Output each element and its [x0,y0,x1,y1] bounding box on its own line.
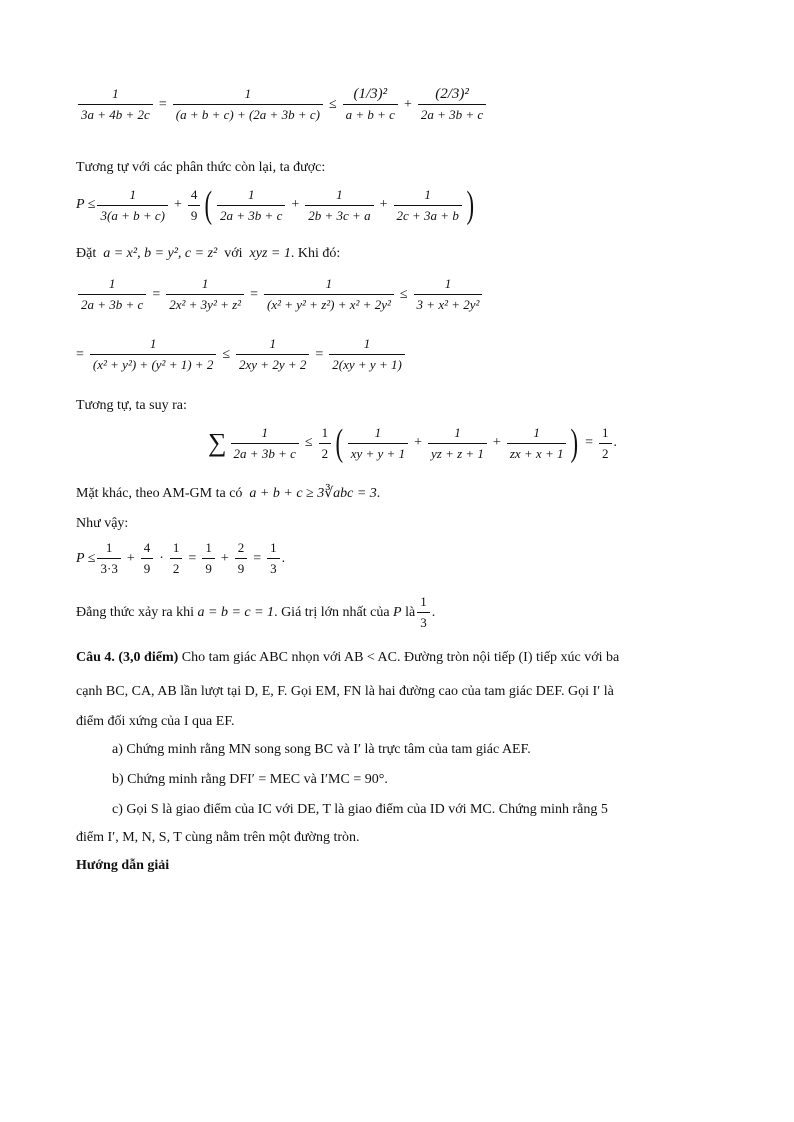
numerator: 1 [533,424,540,440]
numerator: 1 [336,186,343,202]
fraction [217,187,285,224]
text: Đặt [76,246,97,261]
inequality-line-3 [76,276,484,313]
plus-sign: + [291,197,300,212]
denominator: (a + b + c) + (2a + 3b + c) [173,104,323,123]
fraction [173,86,323,123]
text-line [76,486,380,503]
question-4-part-b: b) Chứng minh rằng DFI′ = MEC và I′MC = 90°. [112,772,388,787]
numerator: 1 [270,540,277,555]
right-paren: ) [571,422,579,464]
denominator: 9 [202,558,215,577]
question-4-line-1 [76,650,619,667]
equals-sign: = [76,346,84,362]
numerator: 1 [444,276,452,291]
numerator: 1 [172,540,180,555]
dot-sign: · [159,550,164,566]
lhs: P ≤ [76,550,96,566]
equals-sign: = [585,435,594,450]
equals-sign: = [315,346,324,362]
denominator: 2 [170,558,183,577]
fraction [231,425,299,462]
fraction [202,540,215,577]
numerator: 1 [321,424,329,440]
denominator: 9 [141,558,154,577]
numerator: (2/3)² [435,86,469,102]
denominator: 2a + 3b + c [217,205,285,224]
period: . [281,550,286,566]
plus-sign: + [379,197,388,212]
denominator: (x² + y²) + (y² + 1) + 2 [90,354,216,373]
fraction [236,336,309,373]
fraction [417,594,430,631]
math-expr: a + b + c ≥ 3∛abc = 3 [249,486,377,501]
numerator: 1 [105,540,113,555]
denominator: 2a + 3b + c [78,294,146,313]
math-expr: a = x², b = y², c = z² [103,246,218,261]
denominator: 2 [319,443,332,462]
question-4-part-c-line-2: điểm I′, M, N, S, T cùng nằm trên một đường tròn. [76,830,360,845]
denominator: 3(a + b + c) [97,205,167,224]
equals-sign: = [152,286,161,302]
inequality-line-4 [76,336,407,373]
denominator: 2 [599,443,612,462]
le-sign: ≤ [328,96,337,112]
fraction [170,540,183,577]
fraction [141,540,154,577]
text-line [76,246,340,263]
fraction [428,425,487,462]
fraction [90,336,216,373]
plus-sign: + [414,435,422,450]
equals-sign: = [188,550,197,566]
text: là [405,604,416,620]
numerator: 1 [261,424,268,440]
sigma-symbol: ∑ [208,428,227,457]
fraction [507,425,567,462]
plus-sign: + [173,197,182,212]
math-expr: xyz = 1 [249,246,291,261]
period: . [431,604,436,620]
equals-sign: = [253,550,262,566]
fraction [235,540,248,577]
fraction [97,187,167,224]
fraction [343,86,398,123]
plus-sign: + [220,550,229,566]
denominator: 3 [417,612,430,631]
fraction [305,187,373,224]
inequality-line-1 [76,86,488,123]
denominator: zx + x + 1 [507,443,567,462]
denominator: 2(xy + y + 1) [329,354,405,373]
numerator: 1 [129,186,136,202]
numerator: 1 [269,336,276,351]
text-line: Tương tự với các phân thức còn lại, ta được: [76,160,326,175]
plus-sign: + [492,435,501,450]
fraction [78,86,153,123]
numerator: 1 [424,186,431,202]
le-sign: ≤ [304,435,313,450]
inequality-line-5 [208,424,617,462]
denominator: 2b + 3c + a [305,205,373,224]
right-paren: ) [466,184,474,226]
fraction [348,425,408,462]
fraction [264,276,394,313]
text: . Khi đó: [290,246,341,261]
denominator: 3 [267,558,280,577]
math-expr: P [393,604,402,620]
equals-sign: = [158,96,167,112]
plus-sign: + [126,550,135,566]
text: Mặt khác, theo AM-GM ta có [76,486,243,501]
question-label: Câu 4. (3,0 điểm) [76,650,179,665]
left-paren: ( [335,422,344,464]
equals-sign: = [250,286,258,302]
period: . [613,435,618,450]
fraction [329,336,405,373]
numerator: (1/3)² [353,86,388,102]
text-line: Tương tự, ta suy ra: [76,398,187,413]
fraction [166,276,244,313]
inequality-line-6 [76,540,285,577]
numerator: 1 [325,276,333,291]
fraction [267,540,280,577]
numerator: 1 [420,594,427,609]
denominator: 9 [188,205,201,224]
fraction [188,187,201,224]
numerator: 4 [190,186,198,202]
text: với [224,246,243,261]
numerator: 1 [108,276,116,291]
denominator: 2a + 3b + c [418,104,486,123]
denominator: 3a + 4b + 2c [78,104,153,123]
numerator: 1 [454,424,461,440]
question-4-line-2: cạnh BC, CA, AB lần lượt tại D, E, F. Gọi EM, FN là hai đường cao của tam giác DEF. Gọi I′ là [76,684,614,699]
fraction [78,276,146,313]
denominator: xy + y + 1 [348,443,408,462]
denominator: 3 + x² + 2y² [414,294,483,313]
le-sign: ≤ [222,346,231,362]
numerator: 1 [247,186,255,202]
fraction [418,86,486,123]
inequality-line-2 [76,186,476,224]
left-paren: ( [204,184,213,226]
fraction [414,276,483,313]
text-line: Như vậy: [76,516,129,531]
numerator: 1 [363,336,371,351]
solution-heading: Hướng dẫn giải [76,858,170,873]
numerator: 1 [201,276,209,291]
numerator: 1 [149,336,157,351]
fraction [599,425,612,462]
text: Đẳng thức xảy ra khi [76,604,194,620]
denominator: 2x² + 3y² + z² [166,294,244,313]
denominator: 2c + 3a + b [394,205,462,224]
denominator: 2a + 3b + c [231,443,299,462]
denominator: 9 [235,558,248,577]
numerator: 2 [237,540,245,555]
denominator: (x² + y² + z²) + x² + 2y² [264,294,394,313]
numerator: 1 [374,424,382,440]
lhs: P ≤ [76,197,96,212]
numerator: 4 [143,540,151,555]
denominator: 2xy + 2y + 2 [236,354,309,373]
question-4-line-3: điểm đối xứng của I qua EF. [76,714,235,729]
le-sign: ≤ [399,286,408,302]
numerator: 1 [205,540,212,555]
fraction [319,425,332,462]
math-expr: a = b = c = 1 [197,604,275,620]
text: Cho tam giác ABC nhọn với AB < AC. Đường tròn nội tiếp (I) tiếp xúc với ba [181,650,620,665]
denominator: 3·3 [97,558,120,577]
text: . [376,486,381,501]
fraction [394,187,462,224]
numerator: 1 [244,86,252,101]
text: . Giá trị lớn nhất của [274,604,390,620]
plus-sign: + [403,96,412,112]
question-4-part-a: a) Chứng minh rằng MN song song BC và I′ là trực tâm của tam giác AEF. [112,742,531,757]
fraction [97,540,120,577]
denominator: a + b + c [343,104,398,123]
text-line [76,594,435,631]
question-4-part-c-line-1: c) Gọi S là giao điểm của IC với DE, T là giao điểm của ID với MC. Chứng minh rằng 5 [112,802,608,817]
numerator: 1 [602,424,609,440]
numerator: 1 [112,86,119,101]
denominator: yz + z + 1 [428,443,487,462]
